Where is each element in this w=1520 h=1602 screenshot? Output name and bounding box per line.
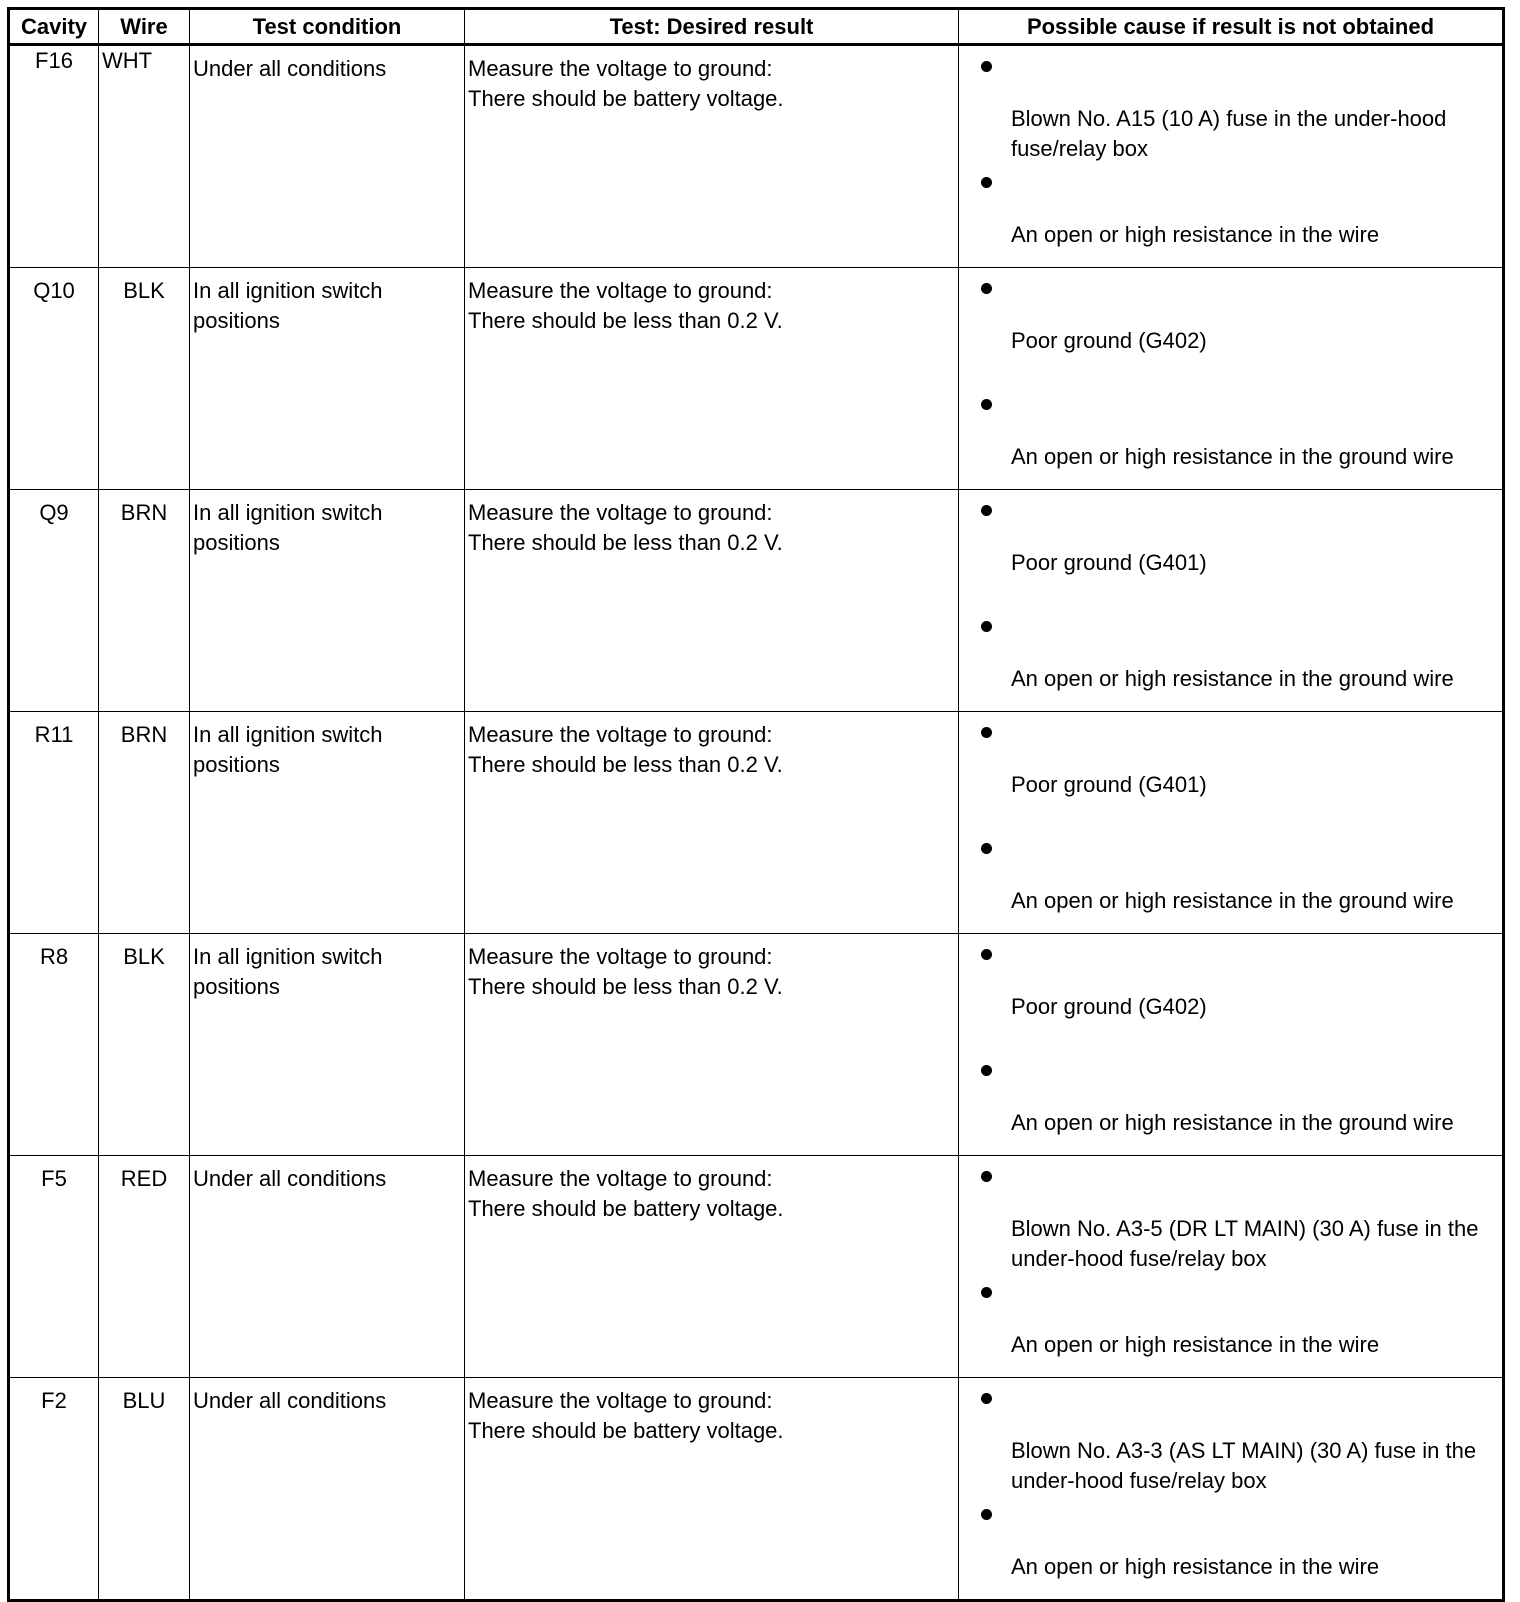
cavity-value: R8 <box>39 944 69 969</box>
desired-result: There should be battery voltage. <box>468 86 784 111</box>
header-test-condition: Test condition <box>190 9 465 45</box>
desired-result: There should be less than 0.2 V. <box>468 308 783 333</box>
cause-item: An open or high resistance in the wire <box>1011 1332 1380 1357</box>
table-row <box>9 1378 1504 1601</box>
cause-item: Poor ground (G402) <box>1011 994 1207 1019</box>
header-cavity: Cavity <box>9 9 99 45</box>
wire-value: RED <box>120 1166 168 1191</box>
desired-result-cell <box>465 490 959 712</box>
wire-cell <box>99 268 190 490</box>
cavity-cell <box>9 712 99 934</box>
desired-result: There should be battery voltage. <box>468 1418 784 1443</box>
bullet-icon <box>981 727 992 738</box>
table-row <box>9 1156 1504 1378</box>
test-instruction: Measure the voltage to ground: <box>468 56 773 81</box>
test-instruction: Measure the voltage to ground: <box>468 1166 773 1191</box>
desired-result: There should be less than 0.2 V. <box>468 752 783 777</box>
header-row <box>9 9 1504 45</box>
possible-cause-cell <box>959 268 1504 490</box>
bullet-icon <box>981 1171 992 1182</box>
table-row <box>9 934 1504 1156</box>
cavity-cell <box>9 45 99 268</box>
test-instruction: Measure the voltage to ground: <box>468 944 773 969</box>
desired-result-cell <box>465 1156 959 1378</box>
bullet-icon <box>981 283 992 294</box>
condition-cell <box>190 268 465 490</box>
bullet-icon <box>981 949 992 960</box>
cavity-value: F2 <box>41 1388 67 1413</box>
bullet-icon <box>981 505 992 516</box>
cause-item: An open or high resistance in the wire <box>1011 222 1380 247</box>
cavity-cell <box>9 1378 99 1601</box>
condition-value: In all ignition switch positions <box>193 944 383 999</box>
cavity-cell <box>9 934 99 1156</box>
test-instruction: Measure the voltage to ground: <box>468 722 773 747</box>
bullet-icon <box>981 61 992 72</box>
bullet-icon <box>981 1509 992 1520</box>
desired-result-cell <box>465 1378 959 1601</box>
cavity-cell <box>9 490 99 712</box>
wire-cell <box>99 934 190 1156</box>
possible-cause-cell <box>959 490 1504 712</box>
condition-value: Under all conditions <box>193 1166 387 1191</box>
cause-item: An open or high resistance in the ground wire <box>1011 444 1454 469</box>
condition-value: In all ignition switch positions <box>193 722 383 777</box>
possible-cause-cell <box>959 45 1504 268</box>
condition-value: Under all conditions <box>193 1388 387 1413</box>
desired-result-cell <box>465 712 959 934</box>
bullet-icon <box>981 177 992 188</box>
desired-result-cell <box>465 268 959 490</box>
cause-item: An open or high resistance in the ground wire <box>1011 888 1454 913</box>
wire-value: BLK <box>123 278 165 303</box>
test-table <box>7 7 1505 1602</box>
possible-cause-cell <box>959 1378 1504 1601</box>
bullet-icon <box>981 843 992 854</box>
desired-result: There should be less than 0.2 V. <box>468 530 783 555</box>
wire-value: BLK <box>123 944 165 969</box>
table-row <box>9 712 1504 934</box>
desired-result-cell <box>465 934 959 1156</box>
test-instruction: Measure the voltage to ground: <box>468 500 773 525</box>
possible-cause-cell <box>959 934 1504 1156</box>
test-instruction: Measure the voltage to ground: <box>468 278 773 303</box>
cause-item: Poor ground (G401) <box>1011 550 1207 575</box>
table-row <box>9 268 1504 490</box>
cavity-cell <box>9 1156 99 1378</box>
wire-cell <box>99 45 190 268</box>
cavity-cell <box>9 268 99 490</box>
wire-cell <box>99 1378 190 1601</box>
bullet-icon <box>981 621 992 632</box>
bullet-icon <box>981 399 992 410</box>
wire-value: BRN <box>120 722 168 747</box>
condition-value: In all ignition switch positions <box>193 500 383 555</box>
table-row <box>9 45 1504 268</box>
table-row <box>9 490 1504 712</box>
cause-item: Blown No. A15 (10 A) fuse in the under-hood fuse/relay box <box>1011 106 1447 161</box>
cavity-value: F16 <box>35 48 73 73</box>
condition-cell <box>190 712 465 934</box>
cause-item: An open or high resistance in the ground wire <box>1011 666 1454 691</box>
possible-cause-cell <box>959 1156 1504 1378</box>
wire-value: BLU <box>122 1388 166 1413</box>
condition-cell <box>190 934 465 1156</box>
cause-item: Poor ground (G401) <box>1011 772 1207 797</box>
desired-result: There should be battery voltage. <box>468 1196 784 1221</box>
desired-result: There should be less than 0.2 V. <box>468 974 783 999</box>
condition-cell <box>190 1156 465 1378</box>
wire-cell <box>99 712 190 934</box>
cavity-value: R11 <box>34 722 74 747</box>
cause-item: Blown No. A3-3 (AS LT MAIN) (30 A) fuse in the under-hood fuse/relay box <box>1011 1438 1477 1493</box>
cause-item: An open or high resistance in the ground wire <box>1011 1110 1454 1135</box>
wire-cell <box>99 1156 190 1378</box>
header-wire: Wire <box>99 9 190 45</box>
condition-value: In all ignition switch positions <box>193 278 383 333</box>
condition-value: Under all conditions <box>193 56 387 81</box>
cause-item: Poor ground (G402) <box>1011 328 1207 353</box>
wire-value: WHT <box>102 48 153 73</box>
bullet-icon <box>981 1287 992 1298</box>
wire-value: BRN <box>120 500 168 525</box>
condition-cell <box>190 1378 465 1601</box>
test-instruction: Measure the voltage to ground: <box>468 1388 773 1413</box>
desired-result-cell <box>465 45 959 268</box>
condition-cell <box>190 490 465 712</box>
header-possible-cause: Possible cause if result is not obtained <box>959 9 1504 45</box>
header-desired-result: Test: Desired result <box>465 9 959 45</box>
cavity-value: F5 <box>41 1166 67 1191</box>
wire-cell <box>99 490 190 712</box>
cause-item: An open or high resistance in the wire <box>1011 1554 1380 1579</box>
bullet-icon <box>981 1065 992 1076</box>
cavity-value: Q9 <box>39 500 69 525</box>
bullet-icon <box>981 1393 992 1404</box>
cavity-value: Q10 <box>33 278 75 303</box>
condition-cell <box>190 45 465 268</box>
cause-item: Blown No. A3-5 (DR LT MAIN) (30 A) fuse in the under-hood fuse/relay box <box>1011 1216 1479 1271</box>
possible-cause-cell <box>959 712 1504 934</box>
